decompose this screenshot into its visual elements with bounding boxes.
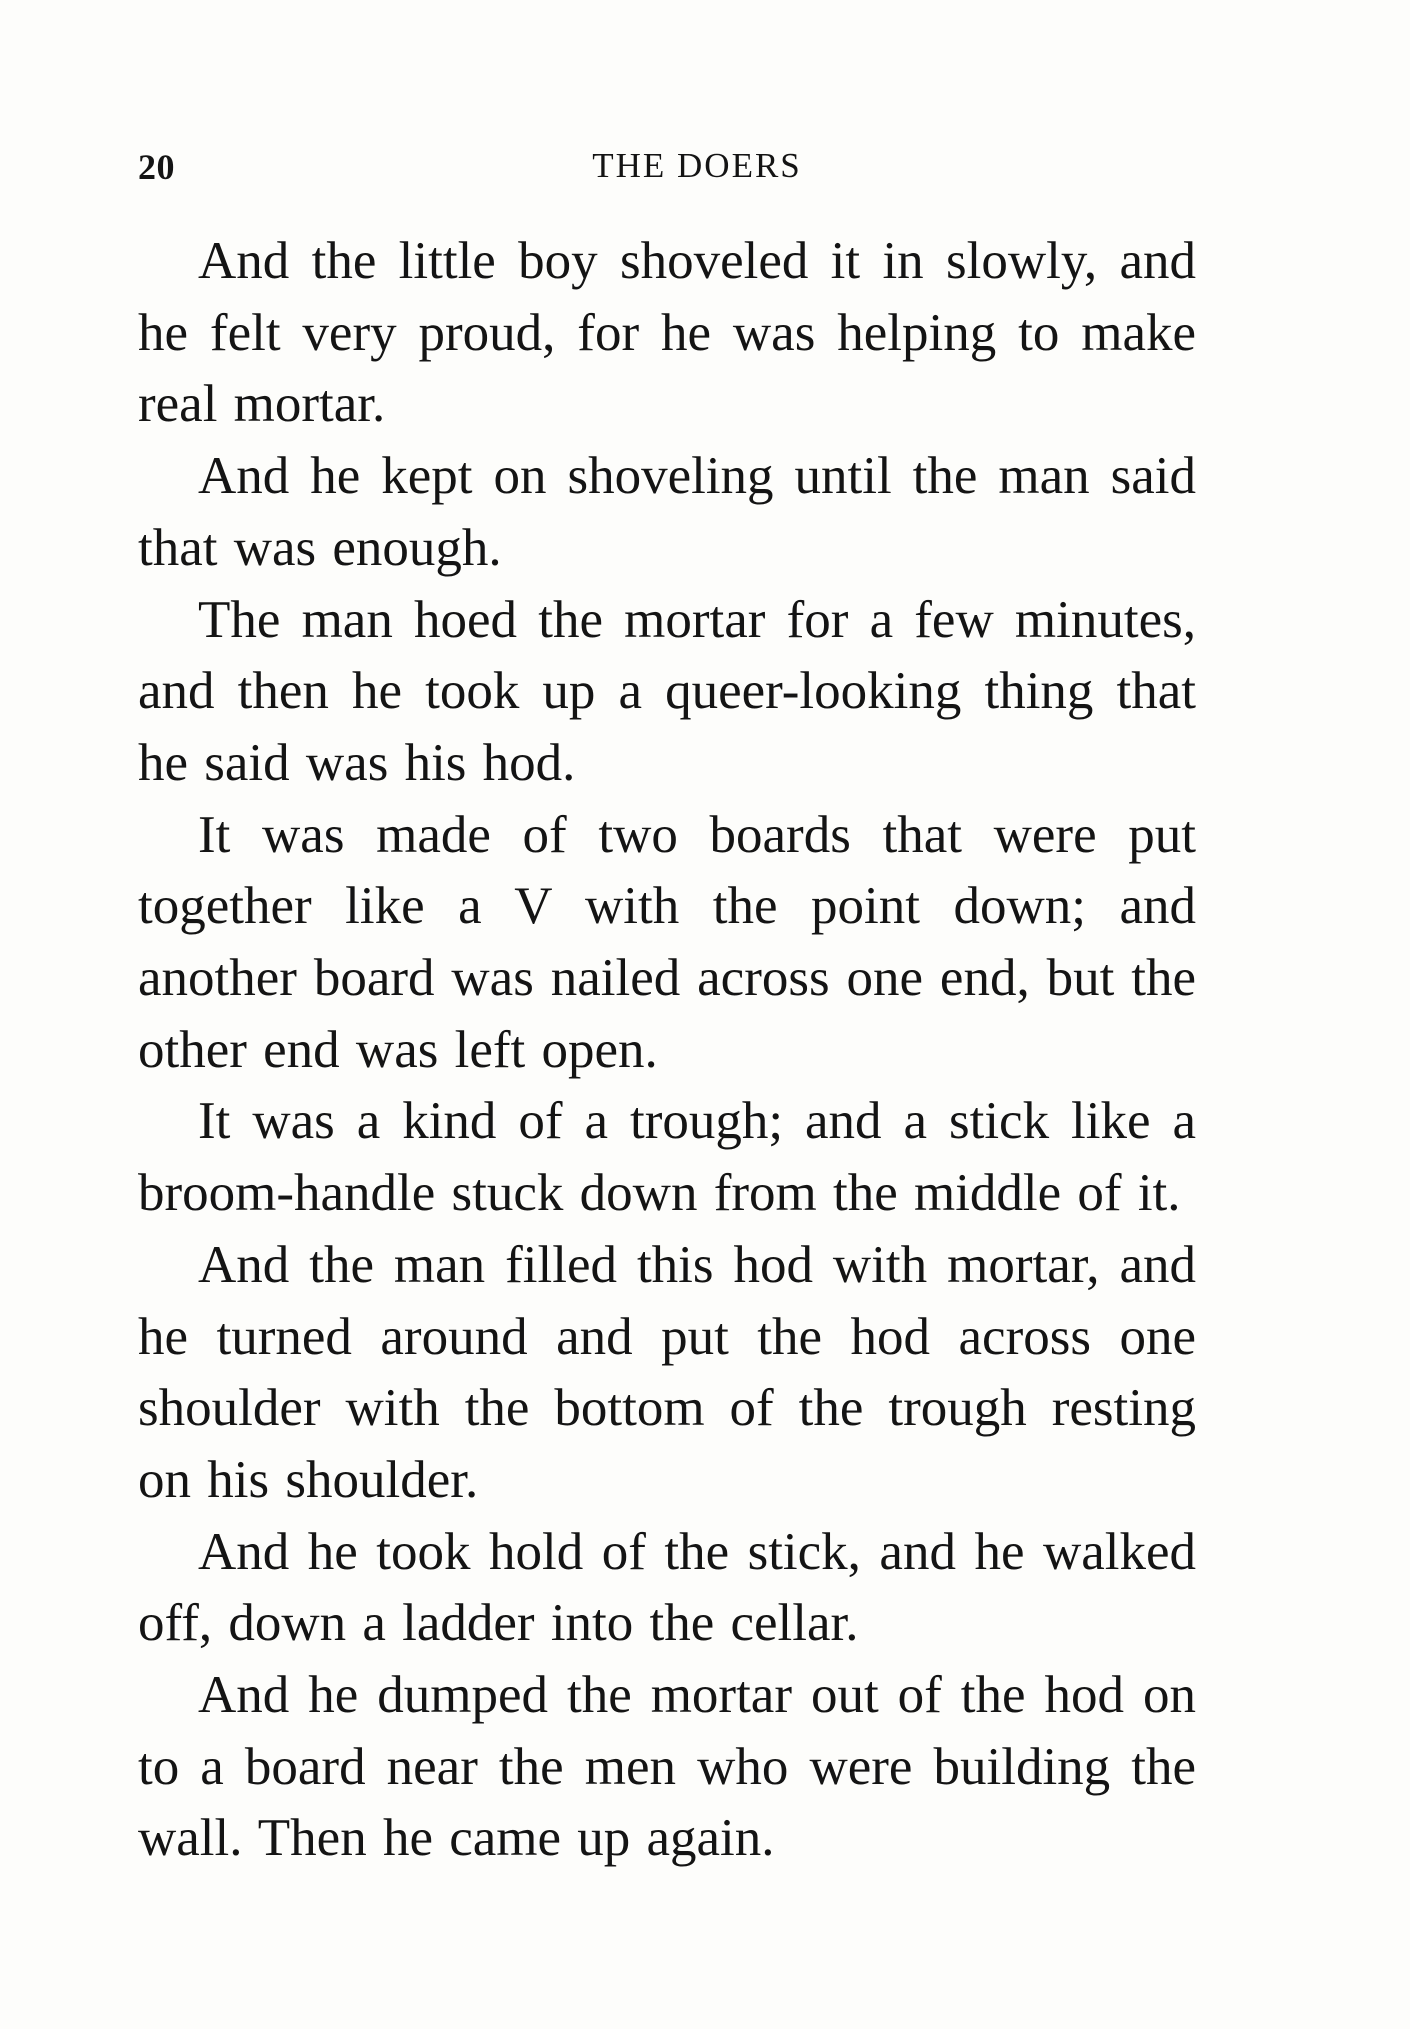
paragraph: And he dumped the mortar out of the hod on to a board near the men who were building the wall. Then he came up again. [138, 1666, 1196, 1868]
page-number: 20 [138, 147, 175, 187]
paragraph: And the little boy shoveled it in slowly, and he felt very proud, for he was helping to make real mortar. [138, 232, 1196, 434]
paragraph: It was a kind of a trough; and a stick like a broom-handle stuck down from the middle of it. [138, 1092, 1196, 1223]
paragraph: The man hoed the mortar for a few minutes, and then he took up a queer-looking thing that he said was his hod. [138, 590, 1196, 792]
page-header [138, 146, 1196, 192]
running-head: THE DOERS [592, 146, 802, 185]
paragraph: And he took hold of the stick, and he walked off, down a ladder into the cellar. [138, 1522, 1196, 1653]
page-body [138, 226, 1196, 1875]
paragraph: It was made of two boards that were put together like a V with the point down; and another board was nailed across one end, but the other end was left open. [138, 805, 1196, 1079]
paragraph: And the man filled this hod with mortar, and he turned around and put the hod across one shoulder with the bottom of the trough resting on his shoulder. [138, 1235, 1196, 1509]
paragraph: And he kept on shoveling until the man said that was enough. [138, 447, 1196, 577]
